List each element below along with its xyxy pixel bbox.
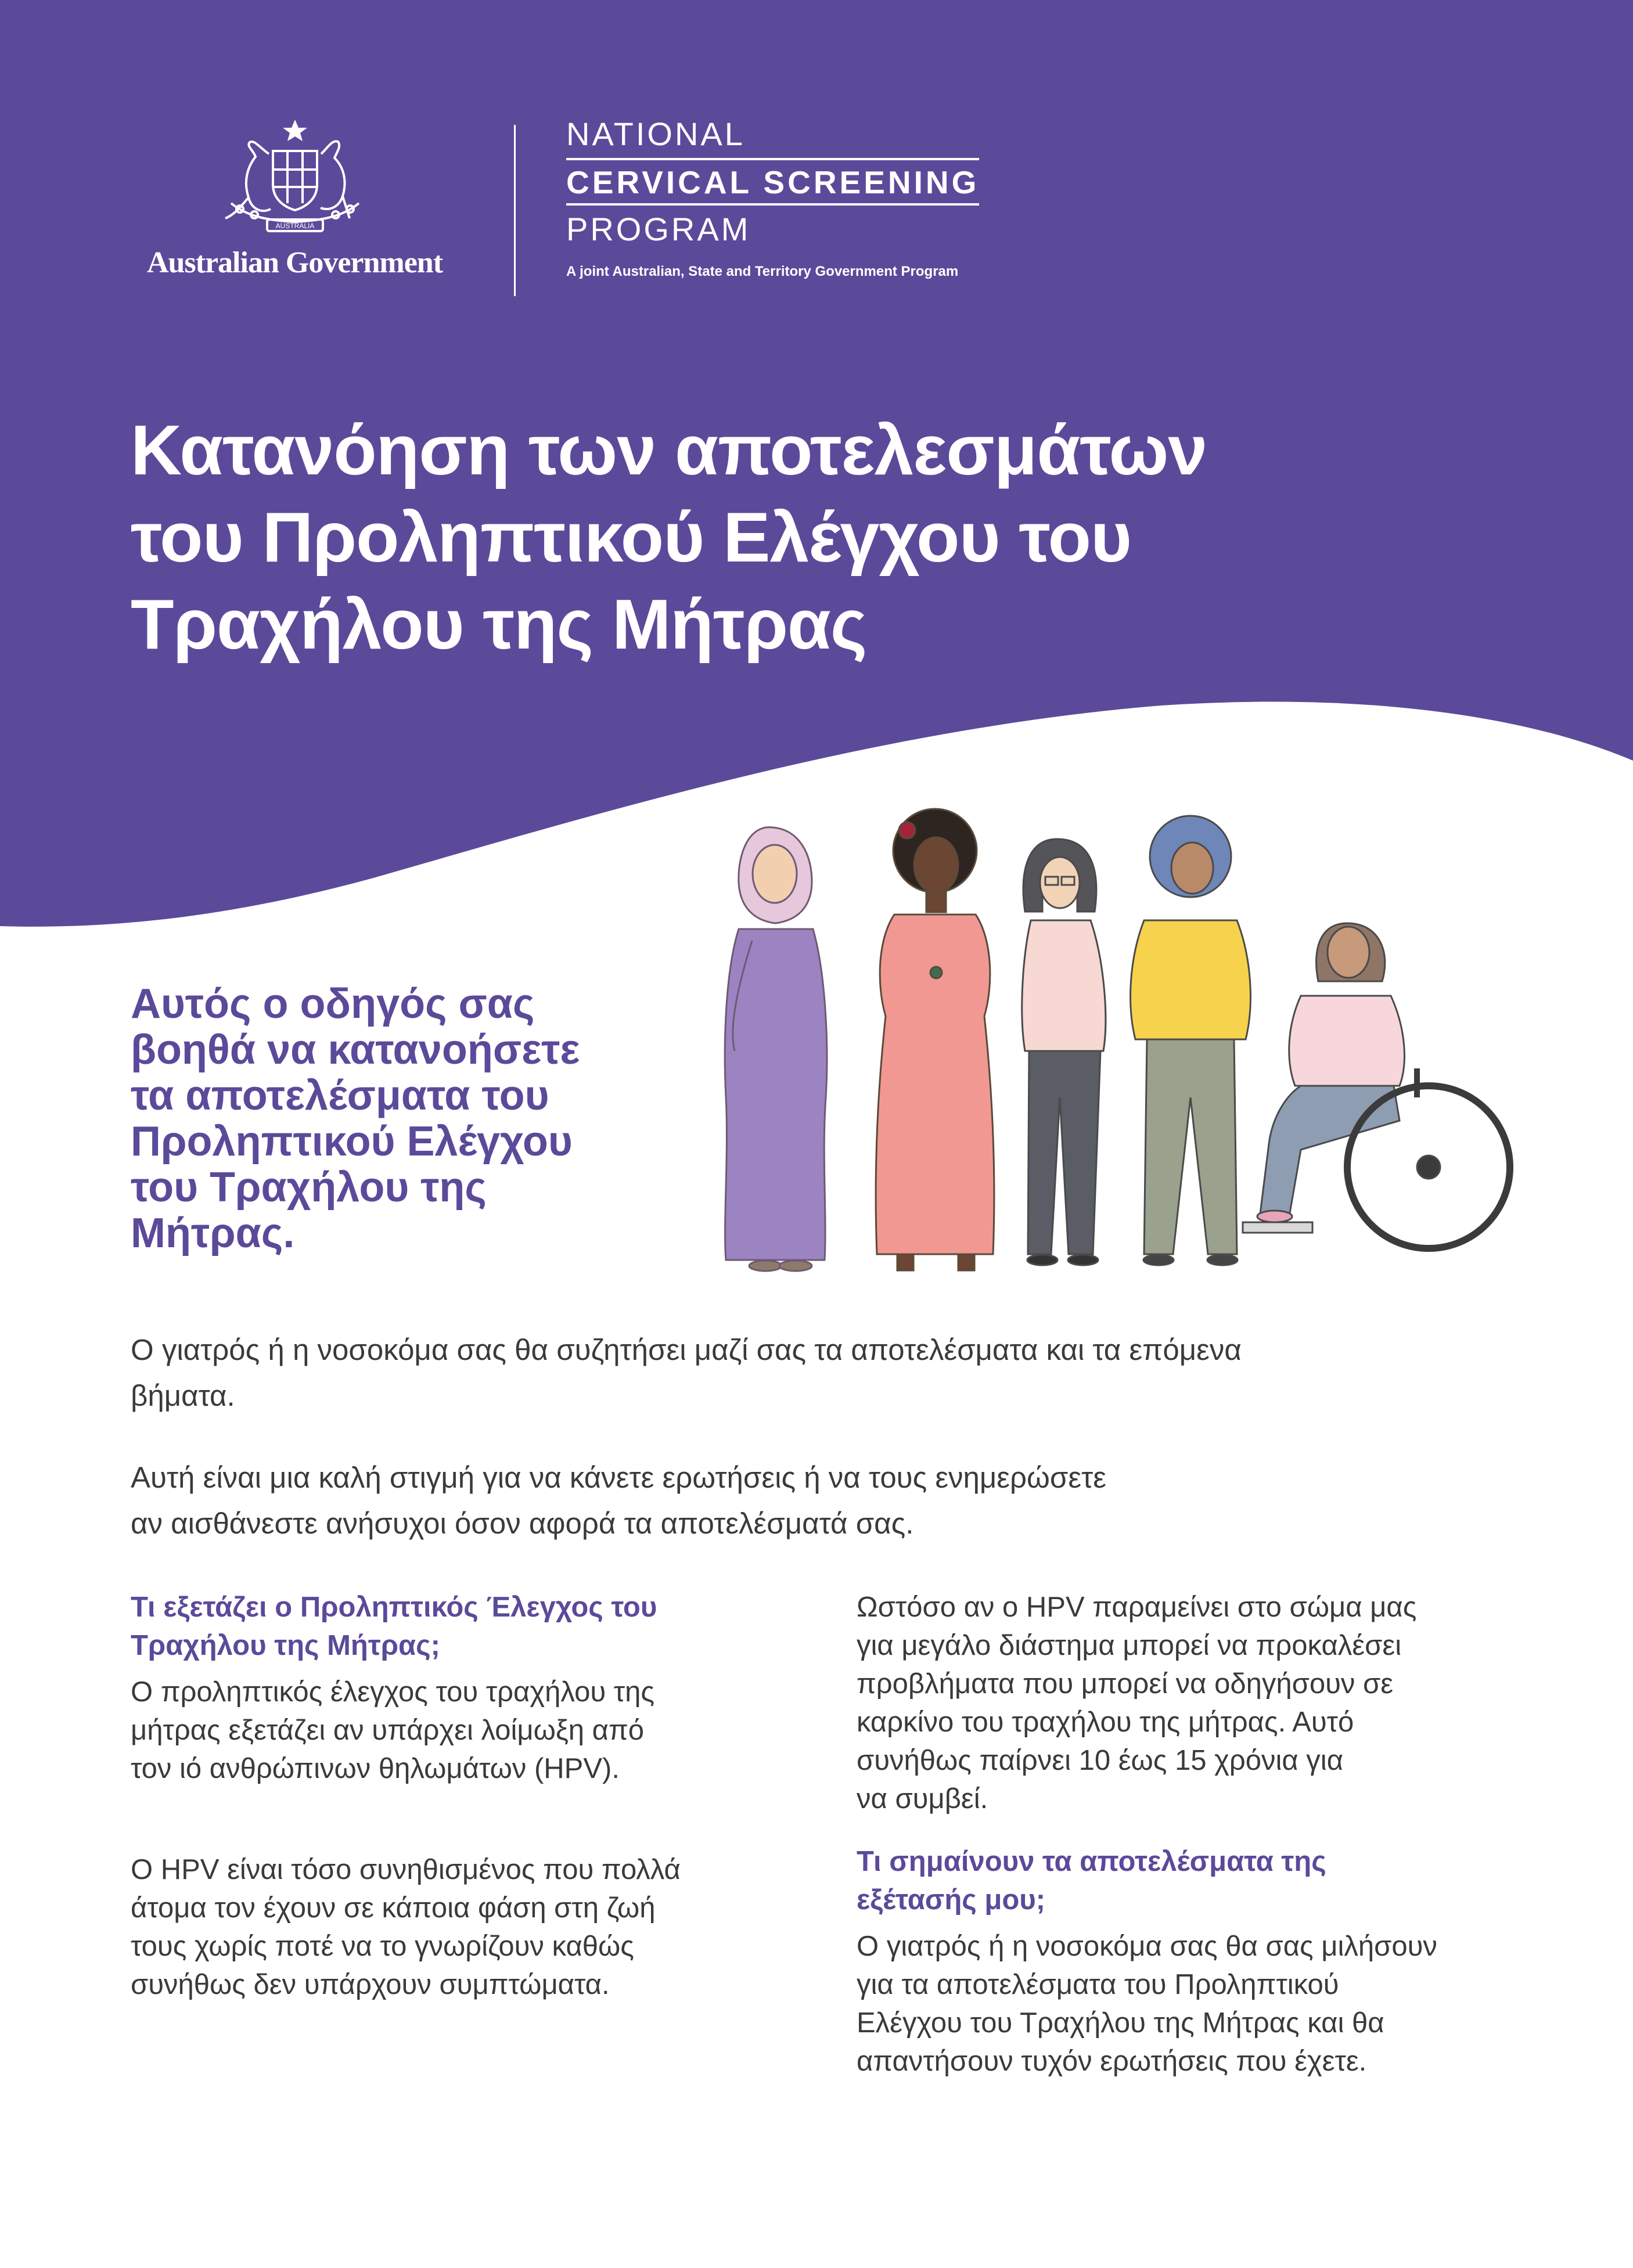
paragraph-line: τους χωρίς ποτέ να το γνωρίζουν καθώς [131, 1931, 634, 1962]
paragraph-line: συνήθως δεν υπάρχουν συμπτώματα. [131, 1969, 610, 2000]
paragraph-line: να συμβεί. [857, 1783, 988, 1815]
intro-heading-line: του Τραχήλου της [131, 1164, 487, 1211]
paragraph-line: Ο γιατρός ή η νοσοκόμα σας θα σας μιλήσουν [857, 1931, 1437, 1962]
paragraph-line: τον ιό ανθρώπινων θηλωμάτων (HPV). [131, 1753, 620, 1784]
program-tagline: A joint Australian, State and Territory Government Program [566, 264, 959, 279]
paragraph-line: Ο γιατρός ή η νοσοκόμα σας θα συζητήσει μαζί σας τα αποτελέσματα και τα επόμενα [131, 1333, 1242, 1366]
title-line: Κατανόηση των αποτελεσμάτων [131, 411, 1207, 489]
program-logo [566, 116, 979, 280]
paragraph-line: Ο HPV είναι τόσο συνηθισμένος που πολλά [131, 1854, 681, 1885]
results-discussion-paragraph [857, 1927, 1542, 2080]
program-name-line3: PROGRAM [566, 211, 751, 247]
heading-line: Τι εξετάζει ο Προληπτικός Έλεγχος του [131, 1592, 657, 1623]
title-line: Τραχήλου της Μήτρας [131, 585, 867, 664]
program-name-line2: CERVICAL SCREENING [566, 158, 979, 206]
crest-banner-text: AUSTRALIA [275, 222, 314, 230]
paragraph-line: Ο προληπτικός έλεγχος του τραχήλου της [131, 1676, 654, 1708]
hpv-common-paragraph [131, 1851, 816, 2004]
woman-glasses-figure [1022, 839, 1106, 1265]
coat-of-arms-icon [208, 116, 382, 241]
intro-heading-line: Μήτρας. [131, 1210, 295, 1257]
intro-paragraph-doctor [131, 1327, 1242, 1419]
hpv-persistence-paragraph [857, 1588, 1542, 1818]
paragraph-line: άτομα τον έχουν σε κάποια φάση στη ζωή [131, 1892, 656, 1924]
intro-heading-line: βοηθά να κατανοήσετε [131, 1027, 580, 1073]
intro-paragraph-questions [131, 1455, 1106, 1546]
woman-coral-dress-figure [876, 809, 994, 1270]
woman-yellow-top-figure [1131, 816, 1251, 1265]
woman-hijab-figure [725, 827, 827, 1271]
government-logo [119, 116, 470, 280]
section-heading-what-it-checks [131, 1588, 816, 1665]
header-divider [514, 125, 516, 296]
heading-line: Τι σημαίνουν τα αποτελέσματα της [857, 1846, 1326, 1877]
paragraph-line: καρκίνο του τραχήλου της μήτρας. Αυτό [857, 1707, 1354, 1738]
program-name-line1: NATIONAL [566, 116, 745, 152]
woman-wheelchair-figure [1243, 923, 1510, 1248]
left-column [131, 1588, 816, 2004]
right-column [857, 1588, 1542, 2080]
heading-line: Τραχήλου της Μήτρας; [131, 1630, 440, 1661]
paragraph-line: Ελέγχου του Τραχήλου της Μήτρας και θα [857, 2007, 1384, 2039]
paragraph-line: Ωστόσο αν ο HPV παραμείνει στο σώμα μας [857, 1592, 1417, 1623]
paragraph-line: Αυτή είναι μια καλή στιγμή για να κάνετε ερωτήσεις ή να τους ενημερώσετε [131, 1461, 1106, 1494]
paragraph-line: προβλήματα που μπορεί να οδηγήσουν σε [857, 1668, 1394, 1700]
title-line: του Προληπτικού Ελέγχου του [131, 498, 1132, 577]
intro-heading-line: Προληπτικού Ελέγχου [131, 1118, 573, 1165]
paragraph-line: βήματα. [131, 1379, 235, 1412]
paragraph-line: αν αισθάνεστε ανήσυχοι όσον αφορά τα αποτελέσματά σας. [131, 1507, 914, 1540]
intro-heading-line: τα αποτελέσματα του [131, 1072, 549, 1119]
paragraph-line: μήτρας εξετάζει αν υπάρχει λοίμωξη από [131, 1715, 645, 1746]
heading-line: εξέτασής μου; [857, 1884, 1046, 1916]
page-title [131, 406, 1524, 668]
paragraph-line: συνήθως παίρνει 10 έως 15 χρόνια για [857, 1745, 1344, 1776]
hpv-infection-paragraph [131, 1673, 816, 1788]
government-name: Australian Government [146, 246, 443, 279]
paragraph-line: απαντήσουν τυχόν ερωτήσεις που έχετε. [857, 2046, 1367, 2077]
women-illustration [703, 795, 1539, 1277]
intro-heading [131, 981, 711, 1257]
intro-heading-line: Αυτός ο οδηγός σας [131, 981, 535, 1027]
section-heading-what-results-mean [857, 1842, 1542, 1919]
paragraph-line: για τα αποτελέσματα του Προληπτικού [857, 1969, 1339, 2000]
paragraph-line: για μεγάλο διάστημα μπορεί να προκαλέσει [857, 1630, 1402, 1661]
